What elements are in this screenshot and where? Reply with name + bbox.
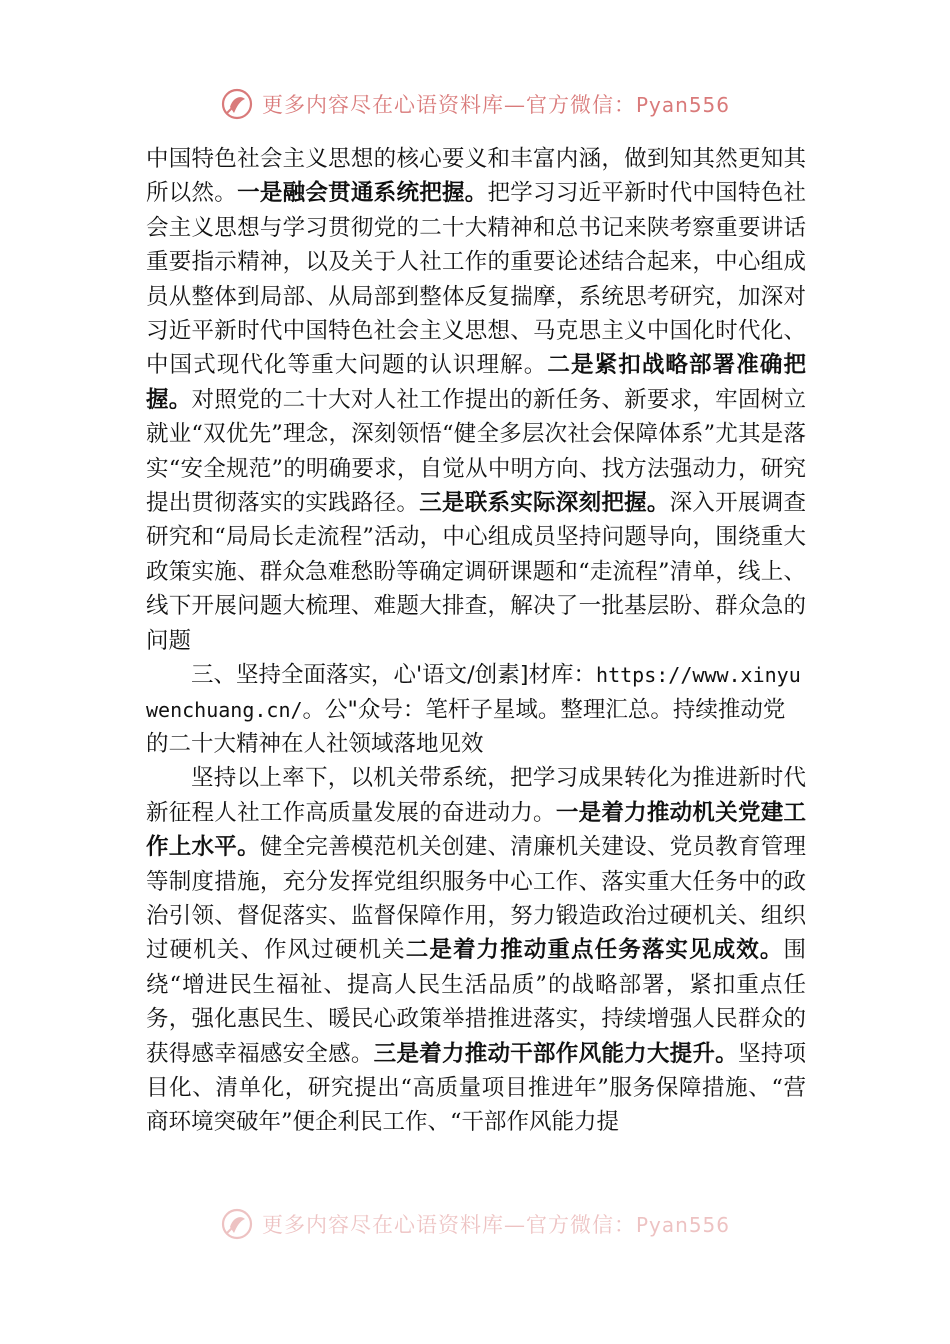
watermark-text: 更多内容尽在心语资料库—官方微信：Pyan556 <box>261 1213 730 1237</box>
document-body <box>146 142 806 1140</box>
logo-icon <box>220 1207 254 1241</box>
watermark-text: 更多内容尽在心语资料库—官方微信：Pyan556 <box>261 93 730 117</box>
section-heading: 三、坚持全面落实，心'语文/创素]材库：https://www.xinyuwenchuang.cn/。公"众号：笔杆子星域。整理汇总。持续推动党的二十大精神在人社领域落地见效 <box>146 662 801 757</box>
logo-icon <box>220 87 254 121</box>
paragraph-implement: 坚持以上率下，以机关带系统，把学习成果转化为推进新时代新征程人社工作高质量发展的奋进动力。一是着力推动机关党建工作上水平。健全完善模范机关创建、清廉机关建设、党员教育管理等制度措施，充分发挥党组织服务中心工作、落实重大任务中的政治引领、督促落实、监督保障作用，努力锻造政治过硬机关、组织过硬机关、作风过硬机关二是着力推动重点任务落实见成效。围绕“增进民生福祉、提高人民生活品质”的战略部署，紧扣重点任务，强化惠民生、暖民心政策举措推进落实，持续增强人民群众的获得感幸福感安全感。三是着力推动干部作风能力大提升。坚持项目化、清单化，研究提出“高质量项目推进年”服务保障措施、“营商环境突破年”便企利民工作、“干部作风能力提 <box>146 765 806 1136</box>
watermark-header <box>0 84 950 124</box>
url-text: https:// <box>596 663 693 688</box>
watermark-footer <box>0 1204 950 1244</box>
paragraph-study: 中国特色社会主义思想的核心要义和丰富内涵，做到知其然更知其所以然。一是融会贯通系统把握。把学习习近平新时代中国特色社会主义思想与学习贯彻党的二十大精神和总书记来陕考察重要讲话重要指示精神，以及关于人社工作的重要论述结合起来，中心组成员从整体到局部、从局部到整体反复揣摩，系统思考研究，加深对习近平新时代中国特色社会主义思想、马克思主义中国化时代化、中国式现代化等重大问题的认识理解。二是紧扣战略部署准确把握。对照党的二十大对人社工作提出的新任务、新要求，牢固树立就业“双优先”理念，深刻领悟“健全多层次社会保障体系”尤其是落实“安全规范”的明确要求，自觉从中明方向、找方法强动力，研究提出贯彻落实的实践路径。三是联系实际深刻把握。深入开展调查研究和“局局长走流程”活动，中心组成员坚持问题导向，围绕重大政策实施、群众急难愁盼等确定调研课题和“走流程”清单，线上、线下开展问题大梳理、难题大排查，解决了一批基层盼、群众急的问题 <box>146 146 806 654</box>
